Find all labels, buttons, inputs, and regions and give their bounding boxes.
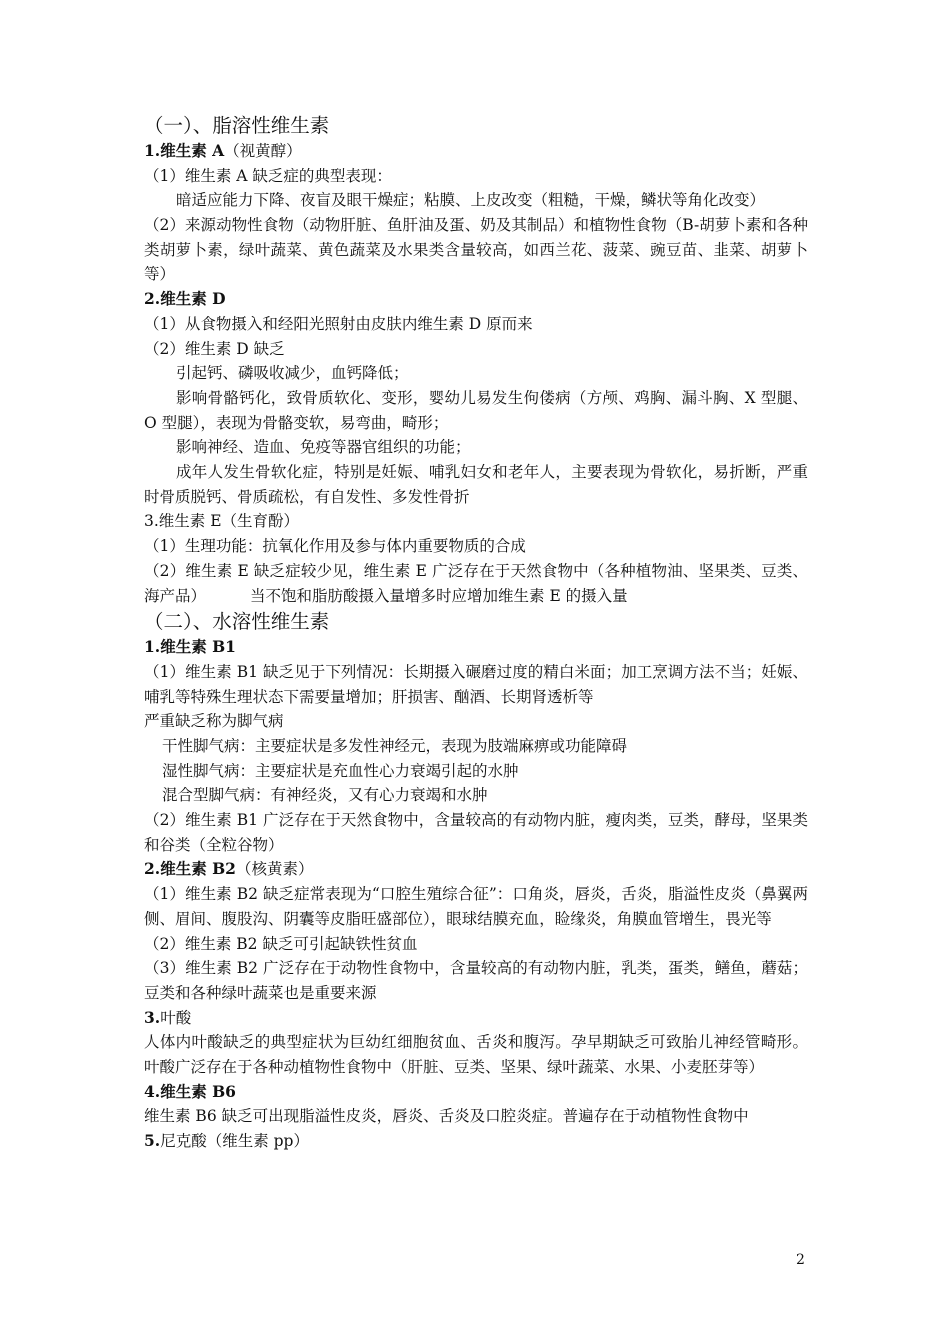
vitamin-a-p1b: 暗适应能力下降、夜盲及眼干燥症；粘膜、上皮改变（粗糙，干燥，鳞状等角化改变） <box>176 191 766 210</box>
vitamin-b1-wet-beriberi: 湿性脚气病：主要症状是充血性心力衰竭引起的水肿 <box>162 761 519 780</box>
vitamin-b1-p1b: 严重缺乏称为脚气病 <box>144 712 284 731</box>
vitamin-b2-p2: （2）维生素 B2 缺乏可引起缺铁性贫血 <box>144 934 418 953</box>
vitamin-d-p2d: 成年人发生骨软化症，特别是妊娠、哺乳妇女和老年人，主要表现为骨软化，易折断，严重时骨质脱钙、骨质疏松，有自发性、多发性骨折 <box>144 463 808 506</box>
vitamin-b1-heading: 1.维生素 B1 <box>144 637 236 657</box>
vitamin-b2-p3: （3）维生素 B2 广泛存在于动物性食物中，含量较高的有动物内脏，乳类，蛋类，鳝鱼，蘑菇；豆类和各种绿叶蔬菜也是重要来源 <box>144 959 808 1002</box>
vitamin-d-p2: （2）维生素 D 缺乏 <box>144 339 285 358</box>
vitamin-a-p1: （1）维生素 A 缺乏症的典型表现： <box>144 166 392 185</box>
vitamin-d-heading: 2.维生素 D <box>144 289 226 309</box>
vitamin-b2-heading: 2.维生素 B2（核黄素） <box>144 859 314 879</box>
niacin-heading: 5.尼克酸（维生素 pp） <box>144 1131 309 1151</box>
vitamin-e-p2: （2）维生素 E 缺乏症较少见，维生素 E 广泛存在于天然食物中（各种植物油、坚果类、豆类、海产品） 当不饱和脂肪酸摄入量增多时应增加维生素 E 的摄入量 <box>144 561 808 605</box>
vitamin-b1-p2: （2）维生素 B1 广泛存在于天然食物中，含量较高的有动物内脏，瘦肉类，豆类，酵母，坚果类和谷类（全粒谷物） <box>144 811 808 854</box>
vitamin-e-heading: 3.维生素 E（生育酚） <box>144 512 300 531</box>
vitamin-b1-mixed-beriberi: 混合型脚气病：有神经炎，又有心力衰竭和水肿 <box>162 786 488 805</box>
vitamin-e-p1: （1）生理功能：抗氧化作用及参与体内重要物质的合成 <box>144 537 526 556</box>
page-number: 2 <box>796 1252 805 1268</box>
vitamin-d-p2b: 影响骨骼钙化，致骨质软化、变形，婴幼儿易发生佝偻病（方颅、鸡胸、漏斗胸、X 型腿、O 型腿），表现为骨骼变软，易弯曲，畸形； <box>144 388 808 432</box>
vitamin-d-p2a: 引起钙、磷吸收减少，血钙降低； <box>176 364 409 383</box>
vitamin-b1-dry-beriberi: 干性脚气病：主要症状是多发性神经元，表现为肢端麻痹或功能障碍 <box>162 736 628 755</box>
vitamin-d-p1: （1）从食物摄入和经阳光照射由皮肤内维生素 D 原而来 <box>144 314 533 333</box>
document-body <box>144 112 808 1154</box>
vitamin-a-heading: 1.维生素 A（视黄醇） <box>144 141 302 160</box>
vitamin-b6-p1: 维生素 B6 缺乏可出现脂溢性皮炎，唇炎、舌炎及口腔炎症。普遍存在于动植物性食物中 <box>144 1107 749 1126</box>
vitamin-b2-p1: （1）维生素 B2 缺乏症常表现为“口腔生殖综合征”：口角炎，唇炎，舌炎，脂溢性皮炎（鼻翼两侧、眉间、腹股沟、阴囊等皮脂旺盛部位），眼球结膜充血，睑缘炎，角膜血管增生，畏光等 <box>144 885 808 928</box>
folate-p1: 人体内叶酸缺乏的典型症状为巨幼红细胞贫血、舌炎和腹泻。孕早期缺乏可致胎儿神经管畸形。叶酸广泛存在于各种动植物性食物中（肝脏、豆类、坚果、绿叶蔬菜、水果、小麦胚芽等） <box>144 1033 808 1077</box>
vitamin-b1-p1: （1）维生素 B1 缺乏见于下列情况：长期摄入碾磨过度的精白米面；加工烹调方法不当；妊娠、哺乳等特殊生理状态下需要量增加；肝损害、酗酒、长期肾透析等 <box>144 662 808 706</box>
folate-heading: 3.叶酸 <box>144 1007 192 1027</box>
vitamin-a-p2: （2）来源动物性食物（动物肝脏、鱼肝油及蛋、奶及其制品）和植物性食物（B-胡萝卜素和各种类胡萝卜素，绿叶蔬菜、黄色蔬菜及水果类含量较高，如西兰花、菠菜、豌豆苗、韭菜、胡萝卜等） <box>144 216 808 284</box>
section-title-water-soluble: （二）、水溶性维生素 <box>144 610 330 634</box>
vitamin-d-p2c: 影响神经、造血、免疫等器官组织的功能； <box>176 438 471 457</box>
section-title-fat-soluble: （一）、脂溶性维生素 <box>144 114 330 137</box>
vitamin-b6-heading: 4.维生素 B6 <box>144 1081 236 1101</box>
